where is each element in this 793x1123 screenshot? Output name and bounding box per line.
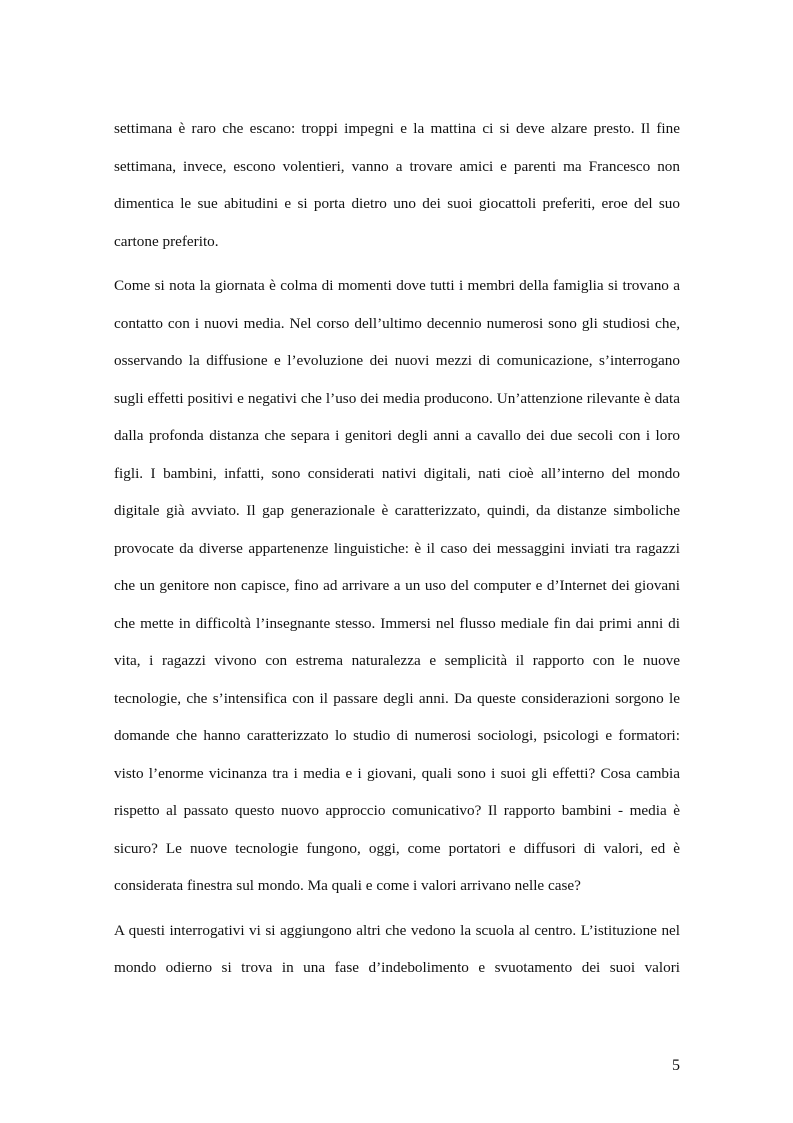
body-text: [114, 110, 680, 987]
page-number: 5: [672, 1057, 680, 1074]
paragraph-school: A questi interrogativi vi si aggiungono altri che vedono la scuola al centro. L’istituzione nel mondo odierno si trova in una fase d’indebolimento e svuotamento dei suoi valori: [114, 921, 680, 976]
paragraph-continuation: settimana è raro che escano: troppi impegni e la mattina ci si deve alzare presto. Il fine settimana, invece, escono volentieri, vanno a trovare amici e parenti ma Francesco non dimentica le sue abitudini e si porta dietro uno dei suoi giocattoli preferiti, eroe del suo cartone preferito.: [114, 120, 680, 250]
paragraph-new-media: Come si nota la giornata è colma di momenti dove tutti i membri della famiglia si trovano a contatto con i nuovi media. Nel corso dell’ultimo decennio numerosi sono gli studiosi che, osservando la diffusione e l’evoluzione dei nuovi mezzi di comunicazione, s’interrogano sugli effetti positivi e negativi che l’uso dei media producono. Un’attenzione rilevante è data dalla profonda distanza che separa i genitori degli anni a cavallo dei due secoli con i loro figli. I bambini, infatti, sono considerati nativi digitali, nati cioè all’interno del mondo digitale già avviato. Il gap generazionale è caratterizzato, quindi, da distanze simboliche provocate da diverse appartenenze linguistiche: è il caso dei messaggini inviati tra ragazzi che un genitore non capisce, fino ad arrivare a un uso del computer e d’Internet dei giovani che mette in difficoltà l’insegnante stesso. Immersi nel flusso mediale fin dai primi anni di vita, i ragazzi vivono con estrema naturalezza e semplicità il rapporto con le nuove tecnologie, che s’intensifica con il passare degli anni. Da queste considerazioni sorgono le domande che hanno caratterizzato lo studio di numerosi sociologi, psicologi e formatori: visto l’enorme vicinanza tra i media e i giovani, quali sono i suoi gli effetti? Cosa cambia rispetto al passato questo nuovo approccio comunicativo? Il rapporto bambini - media è sicuro? Le nuove tecnologie fungono, oggi, come portatori e diffusori di valori, ed è considerata finestra sul mondo. Ma quali e come i valori arrivano nelle case?: [114, 277, 680, 894]
